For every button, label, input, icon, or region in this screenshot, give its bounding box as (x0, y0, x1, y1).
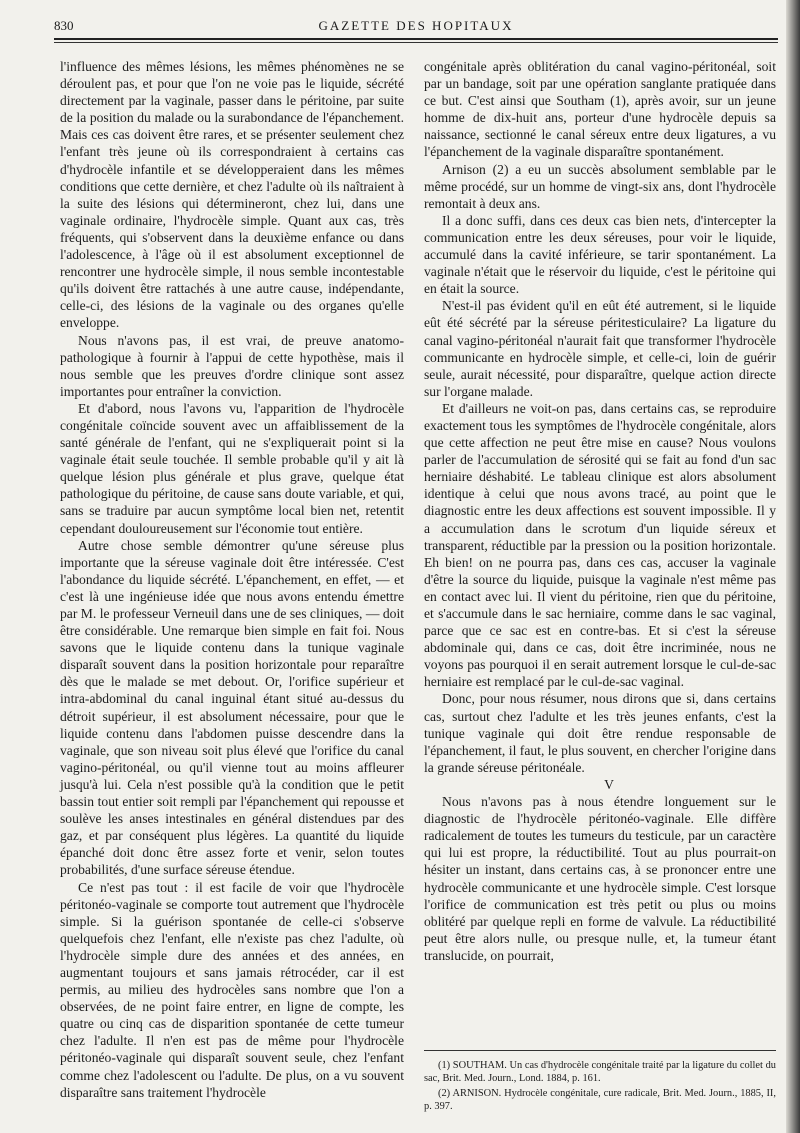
paragraph: Ce n'est pas tout : il est facile de voir que l'hydrocèle péritonéo-vaginale se comporte tout autrement que l'hydrocèle simple. Si la guérison spontanée de celle-ci s'observe quelquefois chez l'enfant, elle n'existe pas chez l'adulte, où l'hydrocèle simple dure des années et des années, en augmentant toujours et sans jamais rétrocéder, car il est permis, au milieu des hydrocèles sans nombre que l'on a observées, de ne point faire entrer, en ligne de compte, les quatre ou cinq cas de disparition spontanée de cette tumeur chez l'adulte. Il n'en est pas de même pour l'hydrocèle péritonéo-vaginale qui disparaît souvent seule, chez l'enfant comme chez l'adolescent ou l'adulte. De plus, on a vu souvent disparaître sans traitement l'hydrocèle (60, 879, 404, 1100)
paragraph: Nous n'avons pas, il est vrai, de preuve anatomo-pathologique à fournir à l'appui de cette hypothèse, mais il nous semble que les preuves d'ordre clinique sont assez importantes pour entraîner la conviction. (60, 332, 404, 399)
footnote: (1) SOUTHAM. Un cas d'hydrocèle congénitale traité par la ligature du collet du sac, Brit. Med. Journ., Lond. 1884, p. 161. (424, 1060, 776, 1084)
header-rule-thick (54, 38, 778, 40)
paragraph: Arnison (2) a eu un succès absolument semblable par le même procédé, sur un homme de vingt-six ans, dont l'hydrocèle remontait à deux ans. (424, 161, 776, 211)
paragraph: l'influence des mêmes lésions, les mêmes phénomènes ne se déroulent pas, et pour que l'on ne voie pas le liquide, sécrété directement par la vaginale, passer dans le péritoine, par suite de la position du malade ou la surabondance de l'épanchement. Mais ces cas doivent être rares, et se présenter seulement chez l'enfant très jeune où ils correspondraient à certains cas d'hydrocèle infantile et se développeraient dans les mêmes conditions que cette dernière, et chez l'adulte où ils naîtraient à la suite des lésions qui détermineront, chez lui, dans une vaginale ordinaire, l'hydrocèle simple. Quant aux cas, très fréquents, qui s'observent dans la deuxième enfance ou dans l'adolescence, à l'âge où il est absolument exceptionnel de rencontrer une hydrocèle simple, il nous semble incontestable qu'ils doivent être rattachés à une autre cause, indépendante, celle-ci, des lésions de la vaginale ou des organes qu'elle enveloppe. (60, 59, 404, 331)
paragraph: Autre chose semble démontrer qu'une séreuse plus importante que la séreuse vaginale doit être intéressée. C'est l'abondance du liquide sécrété. L'épanchement, en effet, — et c'est là une ingénieuse idée que nous avons entendu émettre par M. le professeur Verneuil dans une de ses cliniques, — doit être considérable. Une remarque bien simple en fait foi. Nous savons que le liquide contenu dans la tunique vaginale disparaît souvent dans la position horizontale pour reparaître dès que le malade se met debout. Or, l'orifice supérieur et intra-abdominal du canal inguinal étant situé au-dessus du détroit supérieur, il est absolument nécessaire, pour que le liquide contenu dans l'abdomen puisse descendre dans la vaginale, que son niveau soit plus élevé que l'orifice du canal vagino-péritonéal, ou qu'il vienne tout au moins affleurer jusqu'à lui. Cela n'est possible qu'à la condition que le petit bassin tout entier soit rempli par l'épanchement qui repousse et soulève les anses intestinales en général distendues par des gaz, et par conséquent plus légères. La quantité du liquide épanché doit donc être assez forte et venir, selon toutes probabilités, d'une surface séreuse étendue. (60, 537, 404, 878)
header-rule-thin (54, 42, 778, 43)
paragraph: Et d'abord, nous l'avons vu, l'apparition de l'hydrocèle congénitale coïncide souvent avec un affaiblissement de la santé générale de l'enfant, qui ne s'expliquerait point si la vaginale était seule touchée. Il semble probable qu'il y ait là quelque lésion plus générale et plus grave, quelque état pathologique du péritoine, de cause sans doute variable, et qui, sans se traduire par aucun symptôme local bien net, retentit cependant douloureusement sur l'économie tout entière. (60, 400, 404, 536)
page-number: 830 (54, 18, 74, 33)
page-edge-shadow (786, 0, 800, 1133)
right-column (424, 58, 776, 964)
paragraph: Et d'ailleurs ne voit-on pas, dans certains cas, se reproduire exactement tous les symptômes de l'hydrocèle congénitale, alors que cette affection ne peut être mise en cause? Nous voulons parler de l'accumulation de sérosité qui se fait au fond d'un sac herniaire déshabité. Le tableau clinique est alors absolument identique à celui que nous avons tracé, au point que le diagnostic entre les deux affections est souvent impossible. Il y a accumulation dans le scrotum d'un liquide séreux et transparent, réductible par la pression ou la position horizontale. Eh bien! on ne pourra pas, dans ces cas, accuser la vaginale d'être la source du liquide, puisque la vaginale n'est même pas en contact avec lui. Il vient du péritoine, rien que du péritoine, et s'accumule dans le sac herniaire, comme dans le sac vaginal, parce que ce sac est en contre-bas. Et si c'est la séreuse abdominale qui, dans ce cas, doit être incriminée, nous ne voyons pas pourquoi il en serait autrement lorsque le cul-de-sac herniaire est remplacé par le cul-de-sac vaginal. (424, 400, 776, 690)
paragraph: congénitale après oblitération du canal vagino-péritonéal, soit par un bandage, soit par une opération sanglante pratiquée dans ce but. C'est ainsi que Southam (1), après avoir, sur un jeune homme de dix-huit ans, porteur d'une hydrocèle depuis sa naissance, sectionné le canal séreux entre deux ligatures, a vu l'épanchement de la vaginale disparaître spontanément. (424, 59, 776, 160)
paragraph: Nous n'avons pas à nous étendre longuement sur le diagnostic de l'hydrocèle péritonéo-vaginale. Elle diffère radicalement de toutes les tumeurs du testicule, par un caractère qui lui est propre, la réductibilité. Tout au plus pourrait-on hésiter un instant, dans certains cas, à se prononcer entre une hydrocèle communicante et une hydrocèle simple. C'est lorsque l'orifice de communication est très petit ou plus ou moins oblitéré par quelque repli en forme de valvule. La réductibilité peut être alors nulle, ou presque nulle, et, la tumeur étant translucide, on pourrait, (424, 794, 776, 963)
paragraph: N'est-il pas évident qu'il en eût été autrement, si le liquide eût été sécrété par la séreuse péritesticulaire? La ligature du canal vagino-péritonéal n'aurait fait que transformer l'hydrocèle communicante en hydrocèle simple, et celle-ci, loin de guérir seule, aurait nécessité, pour disparaître, quelque action directe sur l'organe malade. (424, 298, 776, 399)
footnote: (2) ARNISON. Hydrocèle congénitale, cure radicale, Brit. Med. Journ., 1885, II, p. 397. (424, 1088, 776, 1112)
left-column (60, 58, 404, 1101)
footnotes (424, 1050, 776, 1115)
journal-title: GAZETTE DES HOPITAUX (318, 18, 514, 33)
section-heading: V (604, 776, 614, 792)
paragraph: Donc, pour nous résumer, nous dirons que si, dans certains cas, surtout chez l'adulte et les très jeunes enfants, c'est la tunique vaginale qui doit être rendue responsable de l'épanchement, il faut, le plus souvent, en chercher l'origine dans la grande séreuse péritonéale. (424, 691, 776, 775)
paragraph: Il a donc suffi, dans ces deux cas bien nets, d'intercepter la communication entre les deux séreuses, pour voir le liquide, accumulé dans la cavité inférieure, se tarir spontanément. La vaginale n'était que le réservoir du liquide, c'est le péritoine qui en était la source. (424, 212, 776, 297)
